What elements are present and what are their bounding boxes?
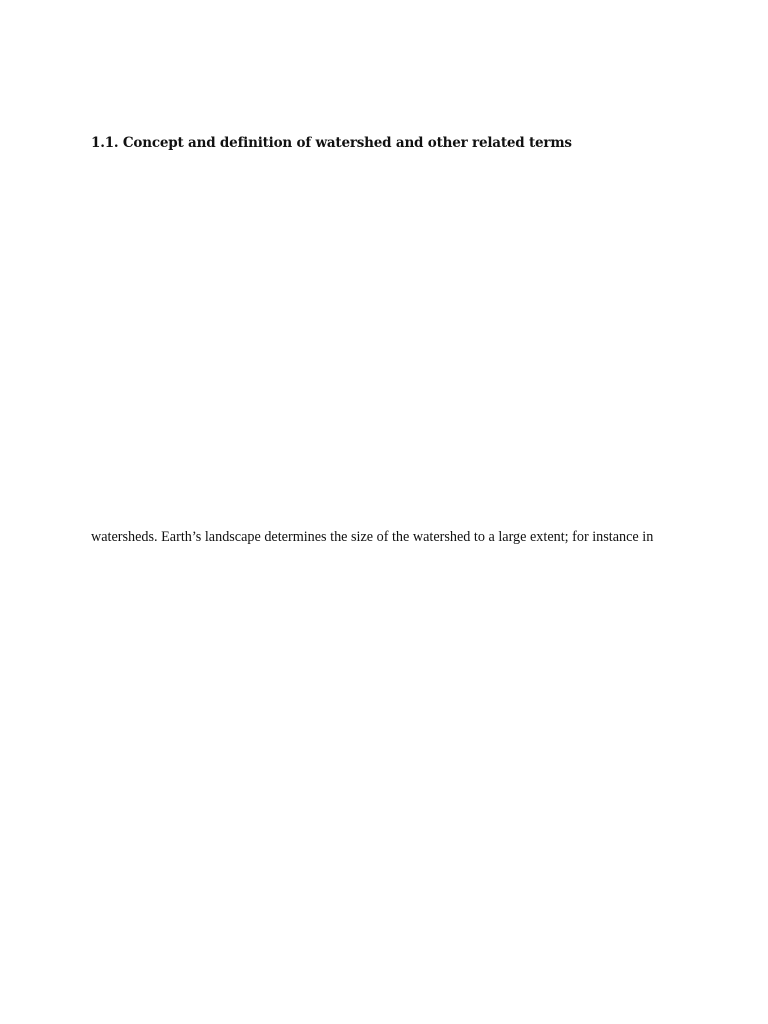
section-heading: 1.1. Concept and definition of watershed and other related terms xyxy=(91,135,572,151)
body-text-line: watersheds. Earth’s landscape determines the size of the watershed to a large extent; for instance in xyxy=(91,529,654,545)
